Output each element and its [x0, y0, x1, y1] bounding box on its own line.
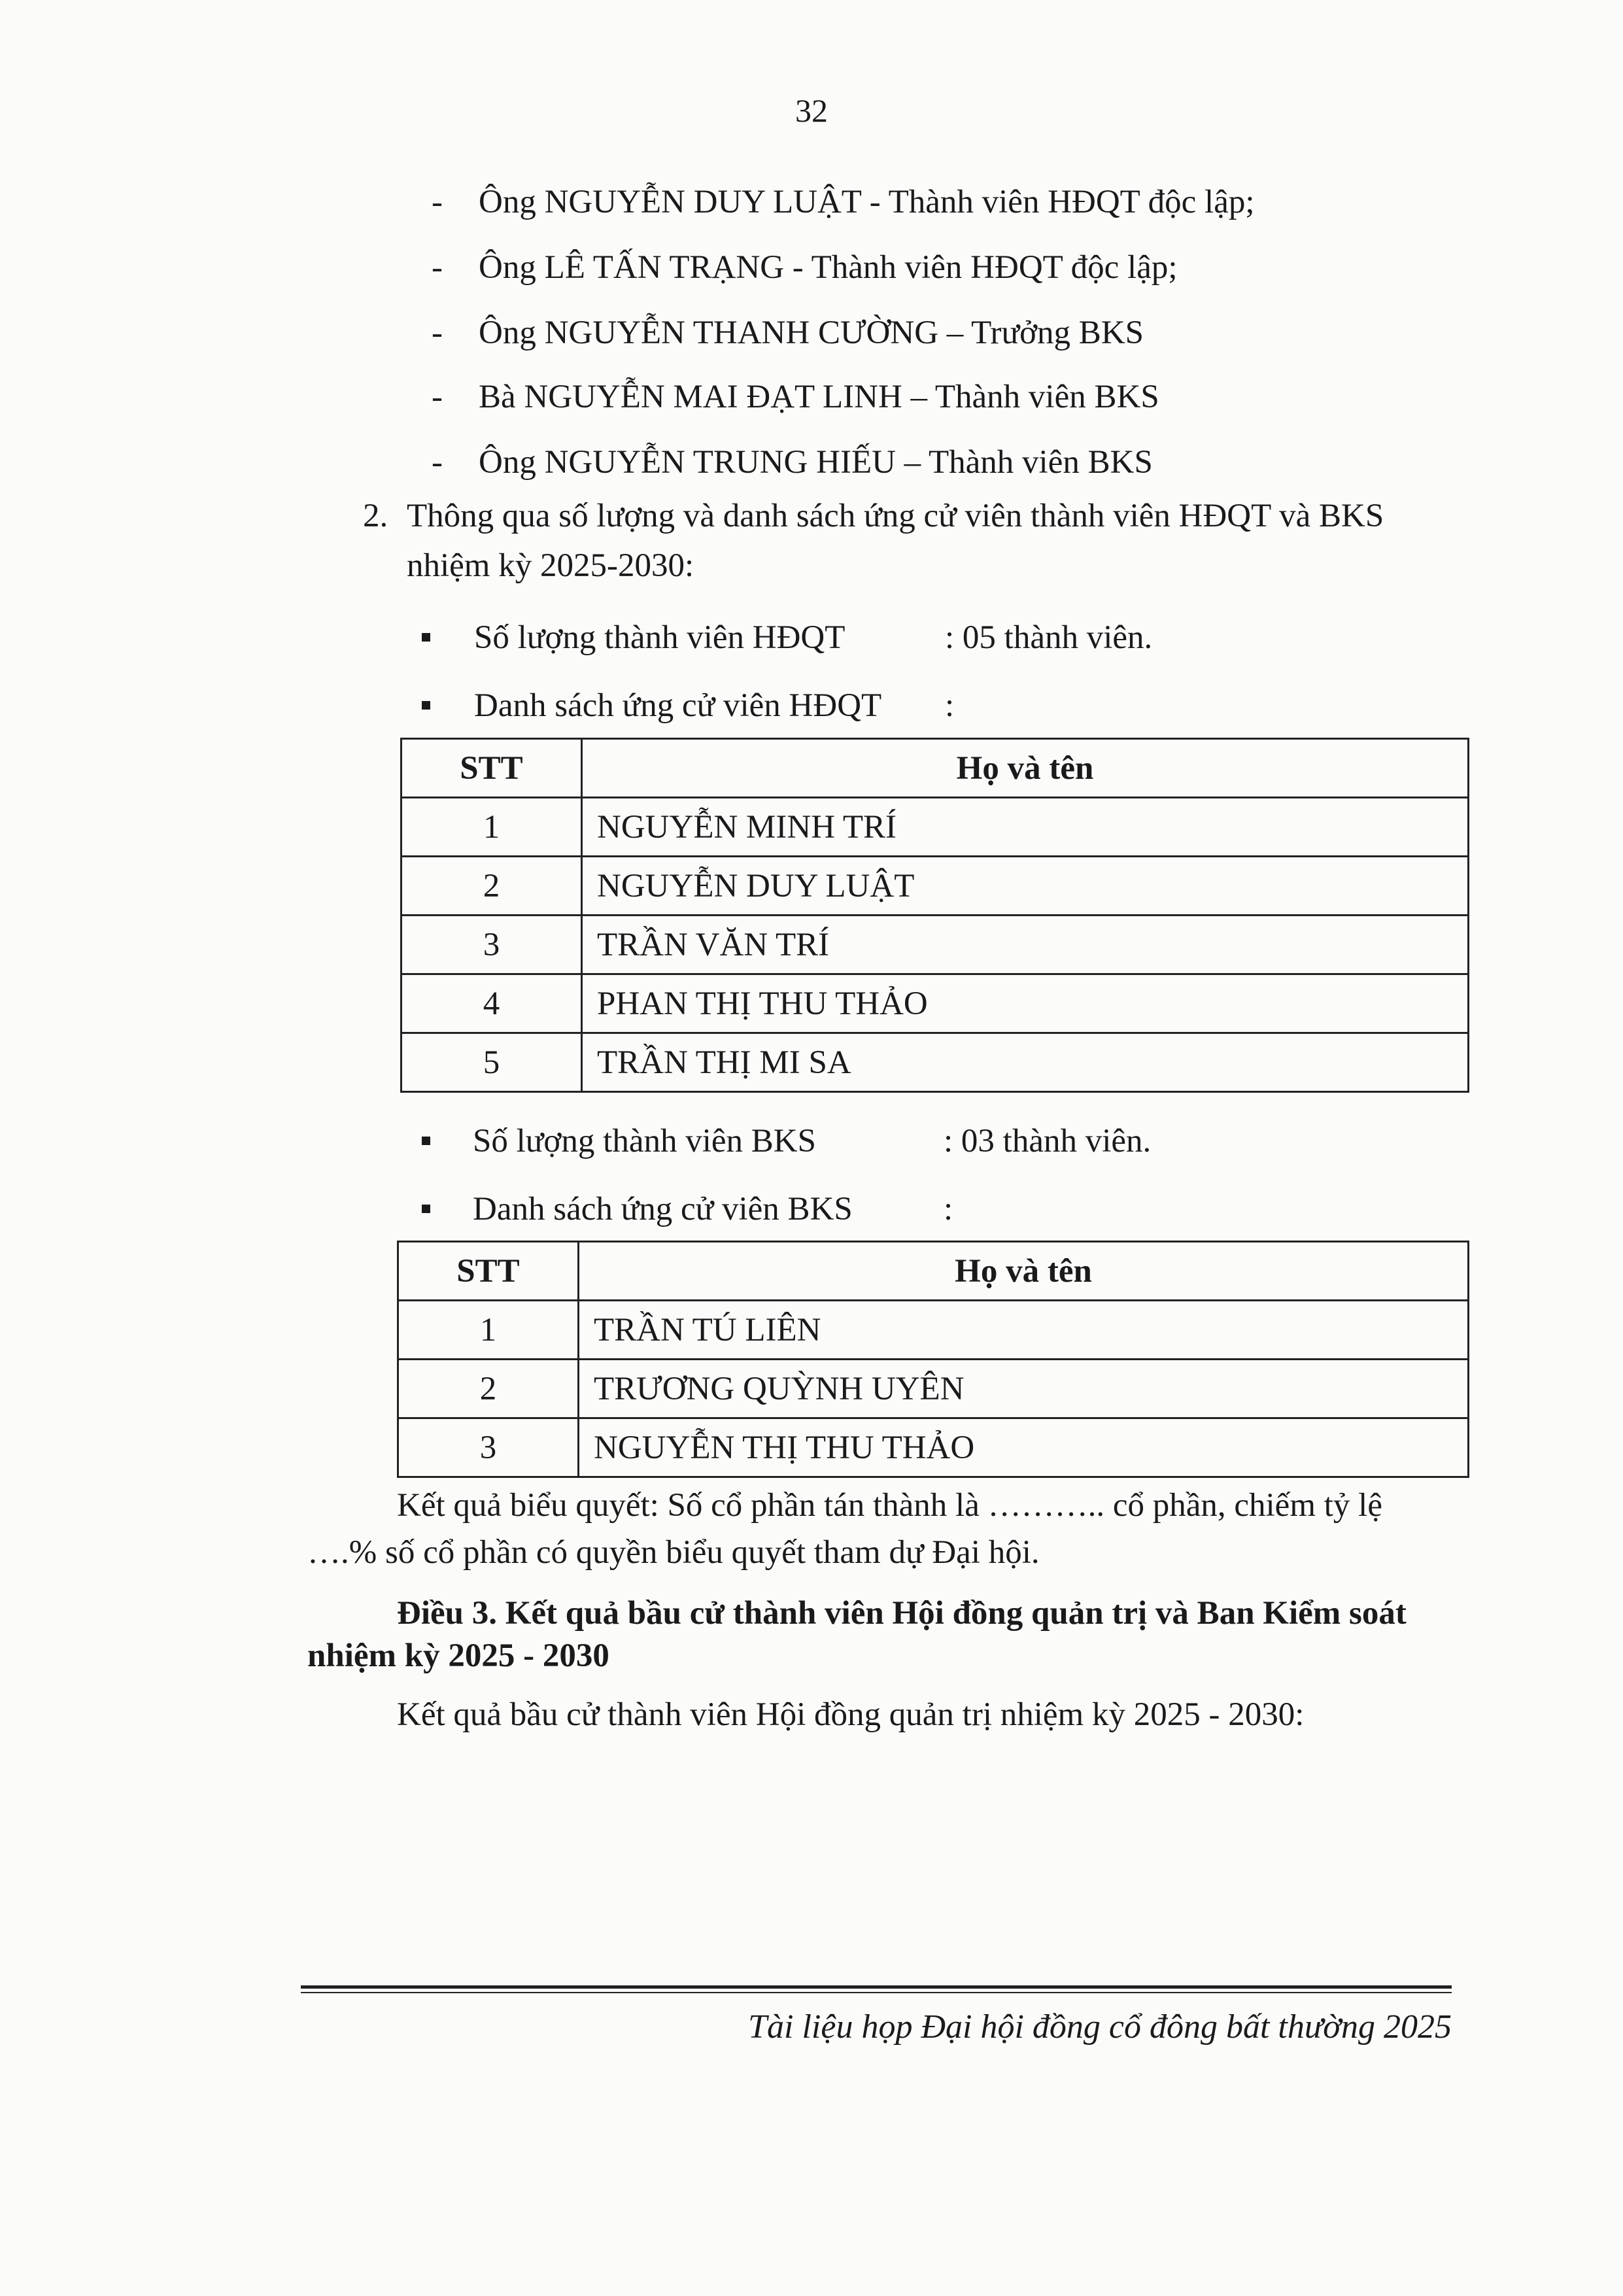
header-full-name: Họ và tên [582, 739, 1469, 798]
footer-rule-thin [301, 1992, 1452, 1993]
header-stt: STT [401, 739, 582, 798]
attendee-text: Ông NGUYỄN TRUNG HIẾU – Thành viên BKS [479, 444, 1153, 481]
row-number-cell: 3 [398, 1418, 579, 1477]
header-stt: STT [398, 1242, 579, 1301]
attendee-text: Bà NGUYỄN MAI ĐẠT LINH – Thành viên BKS [479, 379, 1159, 415]
row-number-cell: 4 [401, 974, 582, 1033]
row-number-cell: 3 [401, 916, 582, 974]
header-full-name: Họ và tên [579, 1242, 1469, 1301]
vote-result-line-1: Kết quả biểu quyết: Số cổ phần tán thành là ……….. cổ phần, chiếm tỷ lệ [397, 1487, 1382, 1524]
hdqt-count-label: Số lượng thành viên HĐQT [474, 619, 846, 656]
square-bullet-icon [422, 701, 430, 710]
article-3-heading-line-1: Điều 3. Kết quả bầu cử thành viên Hội đồng quản trị và Ban Kiểm soát [397, 1595, 1407, 1632]
table-row [401, 974, 1469, 1033]
hdqt-list-colon: : [945, 687, 955, 724]
table-header-row [398, 1242, 1469, 1301]
table-row [401, 916, 1469, 974]
vote-result-line-2: ….% số cổ phần có quyền biểu quyết tham dự Đại hội. [307, 1534, 1040, 1571]
square-bullet-icon [422, 1137, 430, 1145]
article-3-intro: Kết quả bầu cử thành viên Hội đồng quản trị nhiệm kỳ 2025 - 2030: [397, 1696, 1305, 1733]
dash-marker: - [432, 184, 443, 220]
square-bullet-icon [422, 633, 430, 642]
row-number-cell: 1 [398, 1301, 579, 1360]
dash-marker: - [432, 315, 443, 351]
bks-list-label: Danh sách ứng cử viên BKS [473, 1191, 853, 1227]
square-bullet-icon [422, 1205, 430, 1213]
hdqt-candidate-table [400, 738, 1469, 1093]
hdqt-list-label: Danh sách ứng cử viên HĐQT [474, 687, 882, 724]
bks-candidate-table [397, 1241, 1469, 1478]
candidate-name-cell: TRẦN TÚ LIÊN [579, 1301, 1469, 1360]
row-number-cell: 1 [401, 798, 582, 857]
row-number-cell: 5 [401, 1033, 582, 1092]
bks-count-value: : 03 thành viên. [944, 1123, 1152, 1159]
table-row [398, 1301, 1469, 1360]
item-2-number: 2. [363, 498, 388, 534]
candidate-name-cell: NGUYỄN MINH TRÍ [582, 798, 1469, 857]
table-row [398, 1360, 1469, 1418]
page-number: 32 [795, 92, 828, 129]
table-row [401, 1033, 1469, 1092]
candidate-name-cell: PHAN THỊ THU THẢO [582, 974, 1469, 1033]
candidate-name-cell: TRƯƠNG QUỲNH UYÊN [579, 1360, 1469, 1418]
footer-rule [301, 1985, 1452, 1989]
candidate-name-cell: TRẦN THỊ MI SA [582, 1033, 1469, 1092]
table-header-row [401, 739, 1469, 798]
hdqt-count-value: : 05 thành viên. [945, 619, 1153, 656]
attendee-text: Ông NGUYỄN DUY LUẬT - Thành viên HĐQT độc lập; [479, 184, 1255, 220]
table-row [401, 798, 1469, 857]
table-row [398, 1418, 1469, 1477]
row-number-cell: 2 [398, 1360, 579, 1418]
candidate-name-cell: NGUYỄN THỊ THU THẢO [579, 1418, 1469, 1477]
dash-marker: - [432, 379, 443, 415]
attendee-text: Ông NGUYỄN THANH CƯỜNG – Trưởng BKS [479, 315, 1144, 351]
attendee-text: Ông LÊ TẤN TRẠNG - Thành viên HĐQT độc lập; [479, 249, 1178, 286]
candidate-name-cell: NGUYỄN DUY LUẬT [582, 857, 1469, 916]
bks-count-label: Số lượng thành viên BKS [473, 1123, 816, 1159]
article-3-heading-line-2: nhiệm kỳ 2025 - 2030 [307, 1637, 609, 1674]
item-2-line-2: nhiệm kỳ 2025-2030: [407, 547, 694, 584]
dash-marker: - [432, 249, 443, 286]
footer-text: Tài liệu họp Đại hội đồng cổ đông bất thường 2025 [748, 2008, 1452, 2046]
table-row [401, 857, 1469, 916]
dash-marker: - [432, 444, 443, 481]
row-number-cell: 2 [401, 857, 582, 916]
candidate-name-cell: TRẦN VĂN TRÍ [582, 916, 1469, 974]
item-2-line-1: Thông qua số lượng và danh sách ứng cử viên thành viên HĐQT và BKS [407, 498, 1384, 534]
bks-list-colon: : [944, 1191, 953, 1227]
